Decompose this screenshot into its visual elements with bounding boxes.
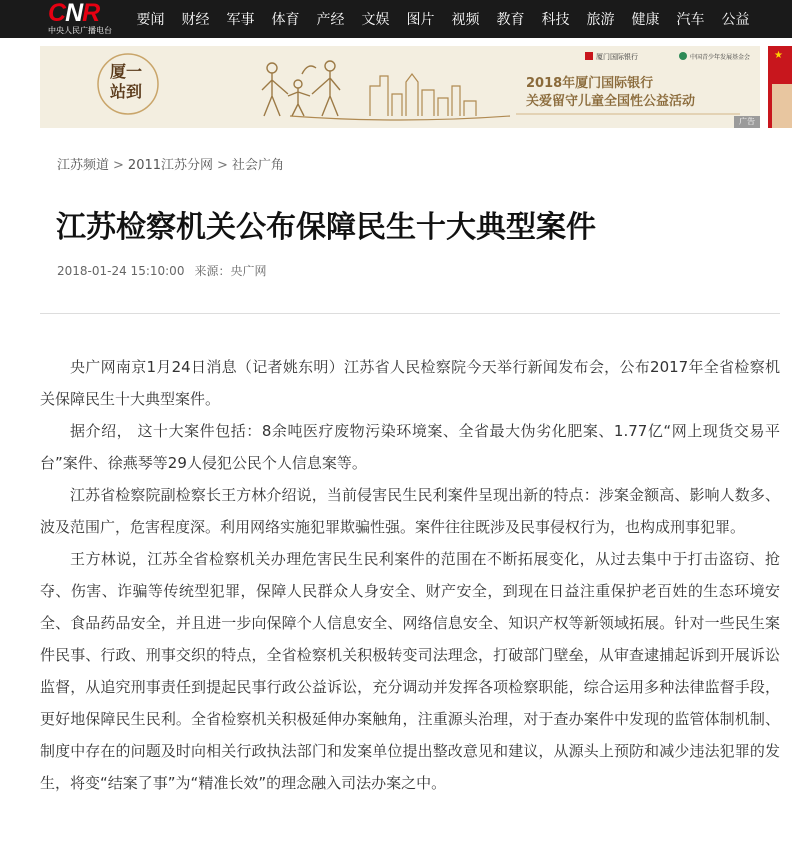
nav-item-charity[interactable]: 公益 [721,12,750,28]
banner-ad[interactable] [40,46,760,128]
side-ad-image [772,84,792,128]
nav-item-industry[interactable]: 产经 [316,12,345,28]
ad-label: 广告 [734,116,760,128]
banner-calligraphy: 厦一站到 [110,62,143,101]
banner-sponsor-bank: 厦门国际银行 [596,53,638,61]
cnr-logo[interactable] [48,2,120,36]
article-meta [57,263,266,279]
banner-title: 2018年厦门国际银行 [526,76,654,91]
banner-sponsor-foundation: 中国青少年发展基金会 [690,54,751,61]
nav-item-tech[interactable]: 科技 [541,12,570,28]
breadcrumb-separator: > [113,158,124,173]
nav-item-education[interactable]: 教育 [496,12,525,28]
bank-logo-icon [585,52,593,60]
paragraph: 王方林说，江苏全省检察机关办理危害民生民利案件的范围在不断拓展变化，从过去集中于打击盗窃、抢夺、伤害、诈骗等传统型犯罪，保障人民群众人身安全、财产安全，到现在日益注重保护老百姓的生态环境安全、食品药品安全，并且进一步向保障个人信息安全、网络信息安全、知识产权等新领域拓展。针对一些民生案件民事、行政、刑事交织的特点，全省检察机关积极转变司法理念，打破部门壁垒，从审查逮捕起诉到开展诉讼监督，从追究刑事责任到提起民事行政公益诉讼，充分调动并发挥各项检察职能，综合运用多种法律监督手段，更好地保障民生民利。全省检察机关积极延伸办案触角，注重源头治理，对于查办案件中发现的监管体制机制、制度中存在的问题及时向相关行政执法部门和发案单位提出整改意见和建议，从源头上预防和减少违法犯罪的发生，将变“结案了事”为“精准长效”的理念融入司法办案之中。 [40,550,780,792]
logo-subtitle: 中央人民广播电台 [48,26,112,35]
nav-item-travel[interactable]: 旅游 [586,12,615,28]
nav-item-video[interactable]: 视频 [451,12,480,28]
nav-menu [128,0,758,38]
nav-item-pictures[interactable]: 图片 [406,12,435,28]
top-nav [0,0,792,38]
nav-item-sports[interactable]: 体育 [271,12,300,28]
foundation-logo-icon [679,52,687,60]
paragraph: 据介绍， 这十大案件包括：8余吨医疗废物污染环境案、全省最大伪劣化肥案、1.77亿“网上现货交易平台”案件、徐燕琴等29人侵犯公民个人信息案等。 [40,422,780,472]
article-body [40,351,780,799]
nav-item-entertainment[interactable]: 文娱 [361,12,390,28]
nav-item-health[interactable]: 健康 [631,12,660,28]
breadcrumb-jiangsu-2011[interactable]: 2011江苏分网 [127,158,214,173]
side-ad[interactable] [768,46,792,128]
breadcrumb [57,157,284,175]
article-datetime: 2018-01-24 15:10:00 [57,264,185,278]
article-source: 来源：央广网 [194,264,267,278]
paragraph: 央广网南京1月24日消息（记者姚东明）江苏省人民检察院今天举行新闻发布会，公布2017年全省检察机关保障民生十大典型案件。 [40,358,780,408]
family-figures-icon [262,61,340,116]
logo-wordmark: CNR [48,0,100,27]
divider [40,313,780,314]
nav-item-auto[interactable]: 汽车 [676,12,705,28]
breadcrumb-separator: > [217,158,228,173]
banner-subtitle: 关爱留守儿童全国性公益活动 [526,94,696,109]
breadcrumb-society[interactable]: 社会广角 [231,158,284,173]
nav-item-military[interactable]: 军事 [226,12,255,28]
article-title: 江苏检察机关公布保障民生十大典型案件 [56,210,596,245]
paragraph: 江苏省检察院副检察长王方林介绍说，当前侵害民生民利案件呈现出新的特点：涉案金额高、影响人数多、波及范围广，危害程度深。利用网络实施犯罪欺骗性强。案件往往既涉及民事侵权行为，也构成刑事犯罪。 [40,486,780,536]
nav-item-finance[interactable]: 财经 [181,12,210,28]
breadcrumb-jiangsu-channel[interactable]: 江苏频道 [57,158,110,173]
star-icon: ★ [774,50,783,61]
nav-item-news[interactable]: 要闻 [136,12,165,28]
